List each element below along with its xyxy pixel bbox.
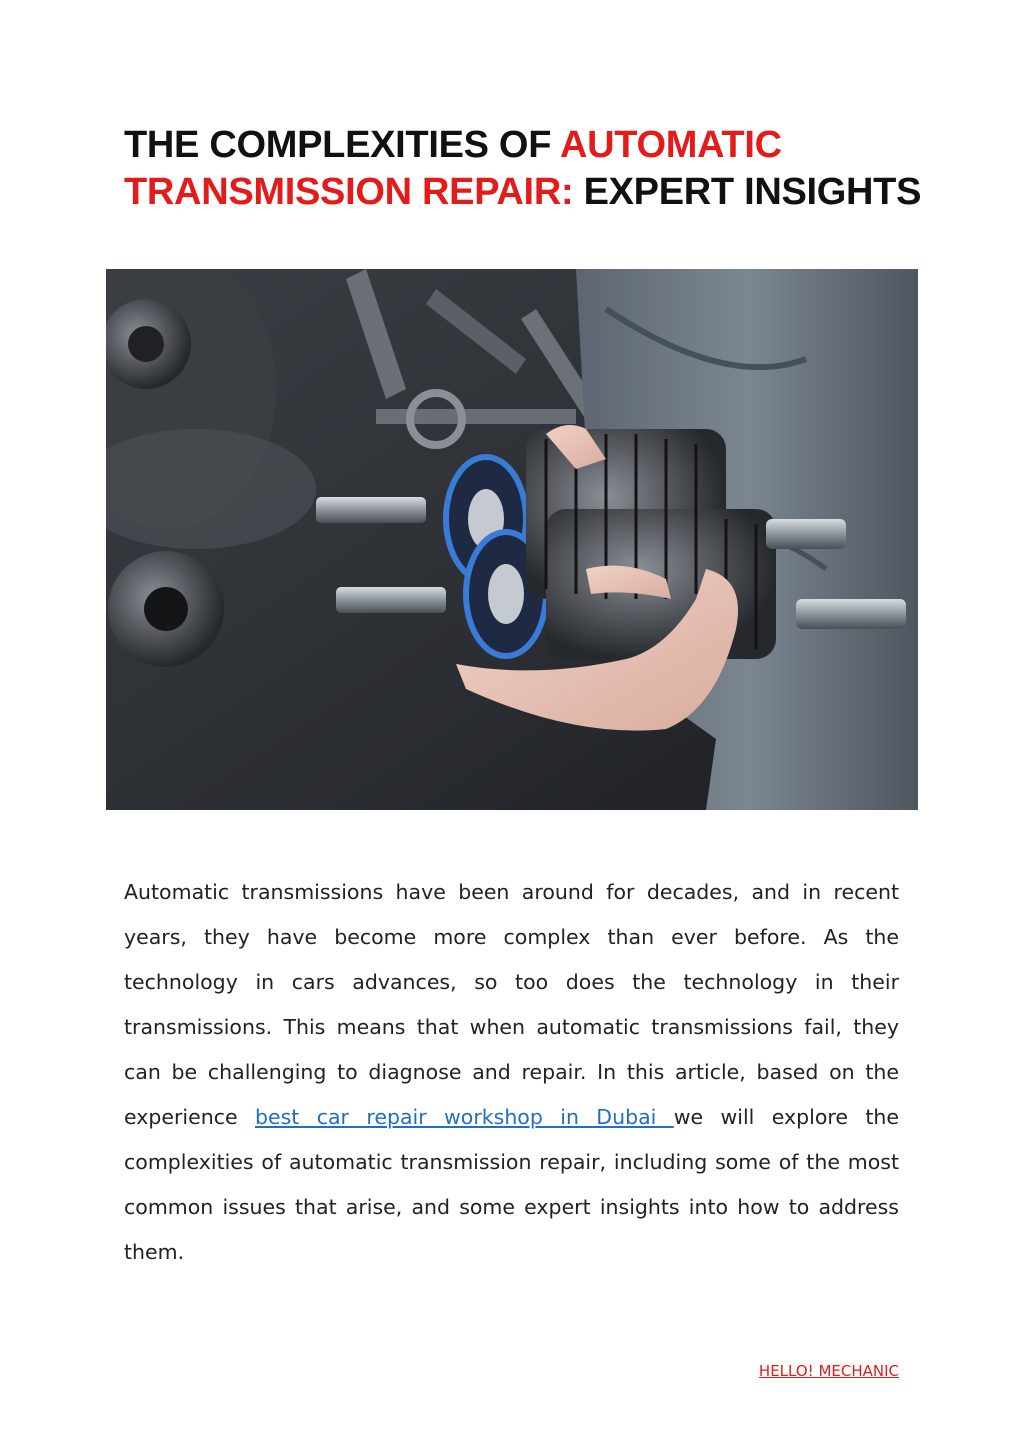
title-accent-2: TRANSMISSION REPAIR:: [124, 171, 574, 213]
page-title: [124, 122, 924, 216]
title-accent-1: AUTOMATIC: [559, 124, 782, 166]
workshop-link[interactable]: best car repair workshop in Dubai: [255, 1105, 674, 1129]
article-paragraph: [124, 870, 899, 1275]
article-text-after-link: we will explore the complexities of automatic transmission repair, including some of the most common issues that arise, and some expert insights into how to address them.: [124, 1105, 899, 1264]
footer-brand-link[interactable]: HELLO! MECHANIC: [758, 1362, 899, 1380]
title-part-1: THE COMPLEXITIES OF: [124, 124, 560, 166]
transmission-gears-photo: [106, 269, 918, 810]
transmission-gears-illustration: [106, 269, 918, 810]
title-part-2: EXPERT INSIGHTS: [573, 171, 922, 213]
article-text-before-link: Automatic transmissions have been around for decades, and in recent years, they have become more complex than ever before. As the technology in cars advances, so too does the technology in their transmissions. This means that when automatic transmissions fail, they can be challenging to diagnose and repair. In this article, based on the experience: [124, 880, 899, 1129]
